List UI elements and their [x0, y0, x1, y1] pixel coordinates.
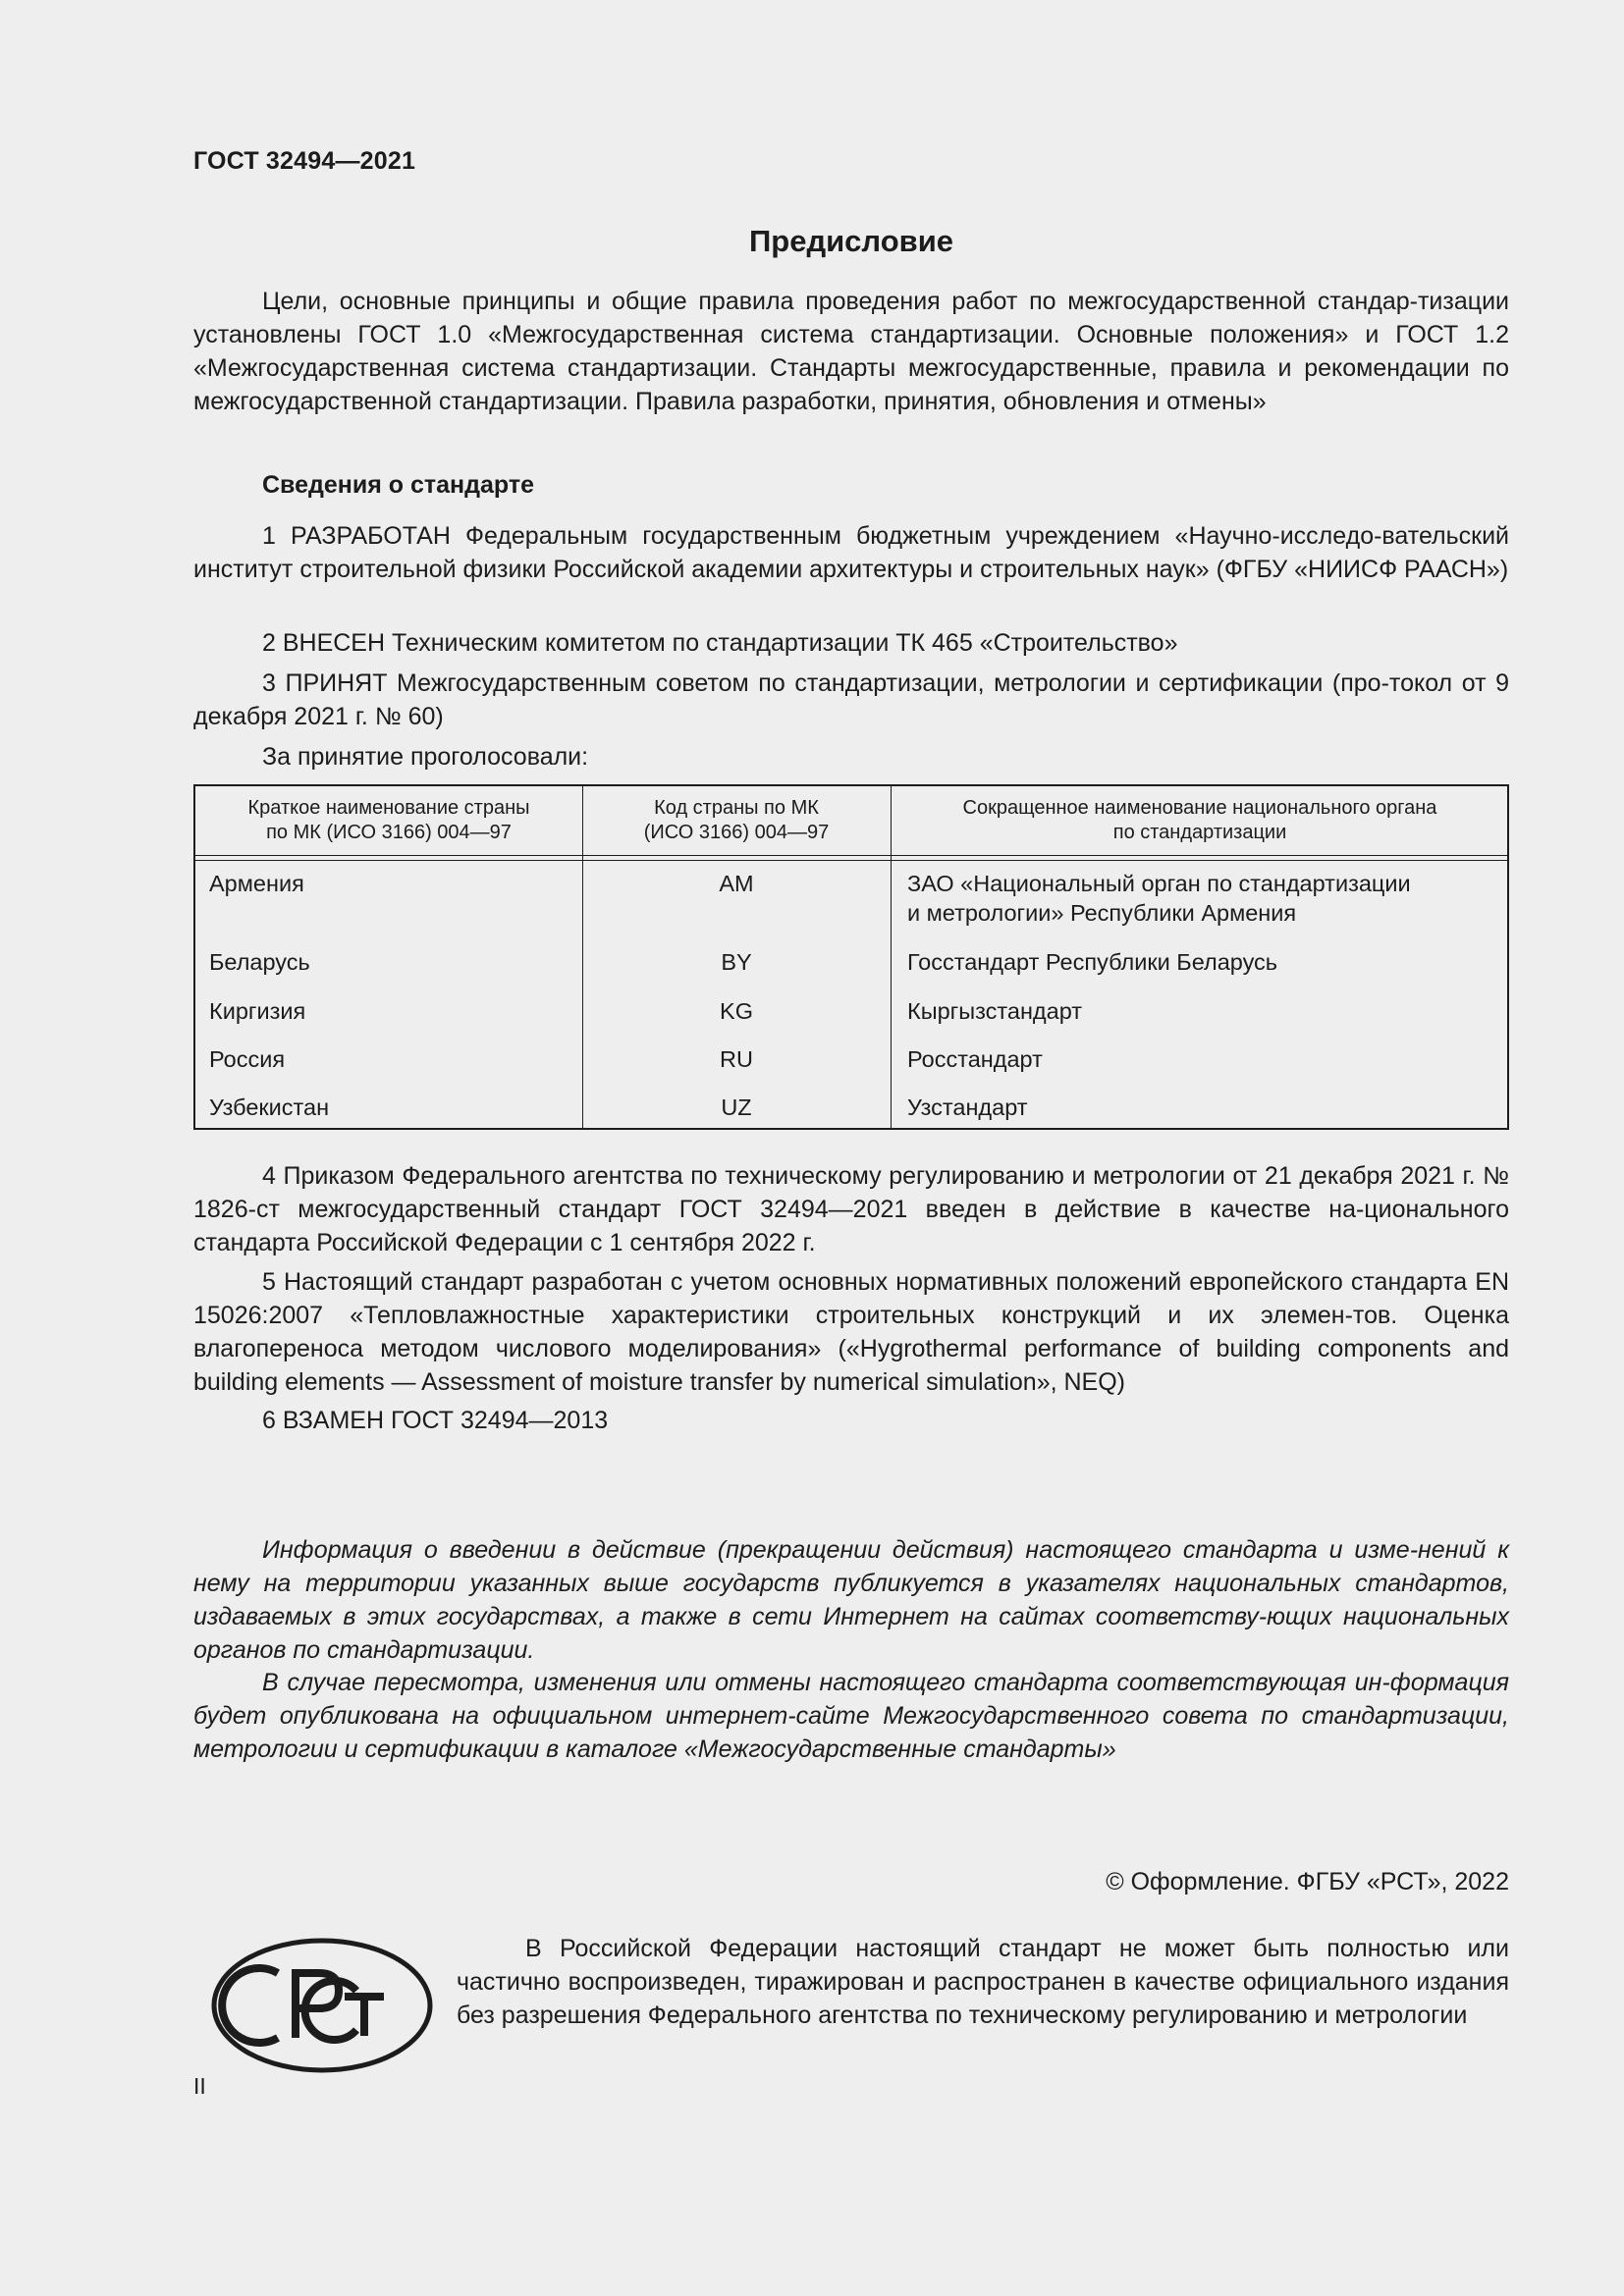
table-header-body	[891, 796, 1509, 845]
table-cell-body: Кыргызстандарт	[907, 998, 1083, 1024]
table-cell-country: Армения	[209, 871, 304, 896]
voting-table	[193, 784, 1509, 1130]
copyright: © Оформление. ФГБУ «РСТ», 2022	[1106, 1868, 1509, 1896]
table-cell-body: ЗАО «Национальный орган по стандартизации	[907, 871, 1411, 896]
table-cell-body: и метрологии» Республики Армения	[907, 900, 1297, 926]
table-cell-code: BY	[721, 949, 752, 975]
document-code: ГОСТ 32494—2021	[193, 147, 416, 175]
table-cell-body: Госстандарт Республики Беларусь	[907, 949, 1278, 975]
item-order: 4 Приказом Федерального агентства по техническому регулированию и метрологии от 21 декабря 2021 г. № 1826-ст межгосударственный стандарт ГОСТ 32494—2021 введен в действие в качестве на-ционального стандарта Российской Федерации с 1 сентября 2022 г.	[193, 1162, 1509, 1256]
item-replaces: 6 ВЗАМЕН ГОСТ 32494—2013	[262, 1407, 609, 1434]
table-cell-country: Киргизия	[209, 998, 306, 1024]
item-based-on: 5 Настоящий стандарт разработан с учетом основных нормативных положений европейского стандарта EN 15026:2007 «Тепловлажностные характеристики строительных конструкций и их элемен-тов. Оценка влагопереноса методом числового моделирования» («Hygrothermal performance of building components and building elements — Assessment of moisture transfer by numerical simulation», NEQ)	[193, 1268, 1509, 1396]
info-paragraph-2: В случае пересмотра, изменения или отмены настоящего стандарта соответствующая ин-формация будет опубликована на официальном интернет-сайте Межгосударственного совета по стандартизации, метрологии и сертификации в каталоге «Межгосударственные стандарты»	[193, 1669, 1509, 1763]
table-cell-body: Узстандарт	[907, 1095, 1028, 1120]
rst-logo	[209, 1932, 435, 2079]
info-paragraph-1: Информация о введении в действие (прекращении действия) настоящего стандарта и изме-нений к нему на территории указанных выше государств публикуется в указателях национальных стандартов, издаваемых в этих государствах, а также в сети Интернет на сайтах соответству-ющих национальных органов по стандартизации.	[193, 1536, 1509, 1664]
item-adopted: 3 ПРИНЯТ Межгосударственным советом по стандартизации, метрологии и сертификации (про-токол от 9 декабря 2021 г. № 60)	[193, 669, 1509, 730]
table-header-country	[195, 796, 582, 845]
page-number: II	[193, 2073, 206, 2099]
item-developed: 1 РАЗРАБОТАН Федеральным государственным бюджетным учреждением «Научно-исследо-вательский институт строительной физики Российской академии архитектуры и строительных наук» (ФГБУ «НИИСФ РААСН»)	[193, 522, 1509, 583]
table-cell-code: UZ	[721, 1095, 752, 1120]
standard-info-heading: Сведения о стандарте	[262, 471, 535, 499]
header-line: по МК (ИСО 3166) 004—97	[266, 822, 512, 843]
table-cell-code: KG	[720, 998, 753, 1024]
document-page	[193, 0, 1509, 2296]
reproduction-notice: В Российской Федерации настоящий стандарт не может быть полностью или частично воспроизведен, тиражирован и распространен в качестве официального издания без разрешения Федерального агентства по техническому регулированию и метрологии	[457, 1935, 1509, 2029]
table-header-code	[582, 796, 891, 845]
table-cell-country: Беларусь	[209, 949, 310, 975]
table-cell-code: AM	[719, 871, 754, 896]
table-divider	[195, 860, 1507, 861]
table-cell-country: Россия	[209, 1046, 286, 1072]
table-cell-body: Росстандарт	[907, 1046, 1043, 1072]
header-line: Сокращенное наименование национального органа	[962, 797, 1437, 819]
table-divider	[195, 855, 1507, 856]
table-cell-code: RU	[720, 1046, 753, 1072]
page-title: Предисловие	[748, 224, 953, 258]
header-line: Краткое наименование страны	[247, 797, 530, 819]
header-line: Код страны по МК	[654, 797, 819, 819]
intro-paragraph: Цели, основные принципы и общие правила проведения работ по межгосударственной стандар-тизации установлены ГОСТ 1.0 «Межгосударственная система стандартизации. Основные положения» и ГОСТ 1.2 «Межгосударственная система стандартизации. Стандарты межгосударственные, правила и рекомендации по межгосударственной стандартизации. Правила разработки, принятия, обновления и отмены»	[193, 288, 1509, 415]
header-line: по стандартизации	[1112, 822, 1287, 843]
voted-label: За принятие проголосовали:	[262, 743, 589, 771]
header-line: (ИСО 3166) 004—97	[643, 822, 830, 843]
item-introduced: 2 ВНЕСЕН Техническим комитетом по стандартизации ТК 465 «Строительство»	[262, 629, 1178, 657]
table-cell-country: Узбекистан	[209, 1095, 330, 1120]
